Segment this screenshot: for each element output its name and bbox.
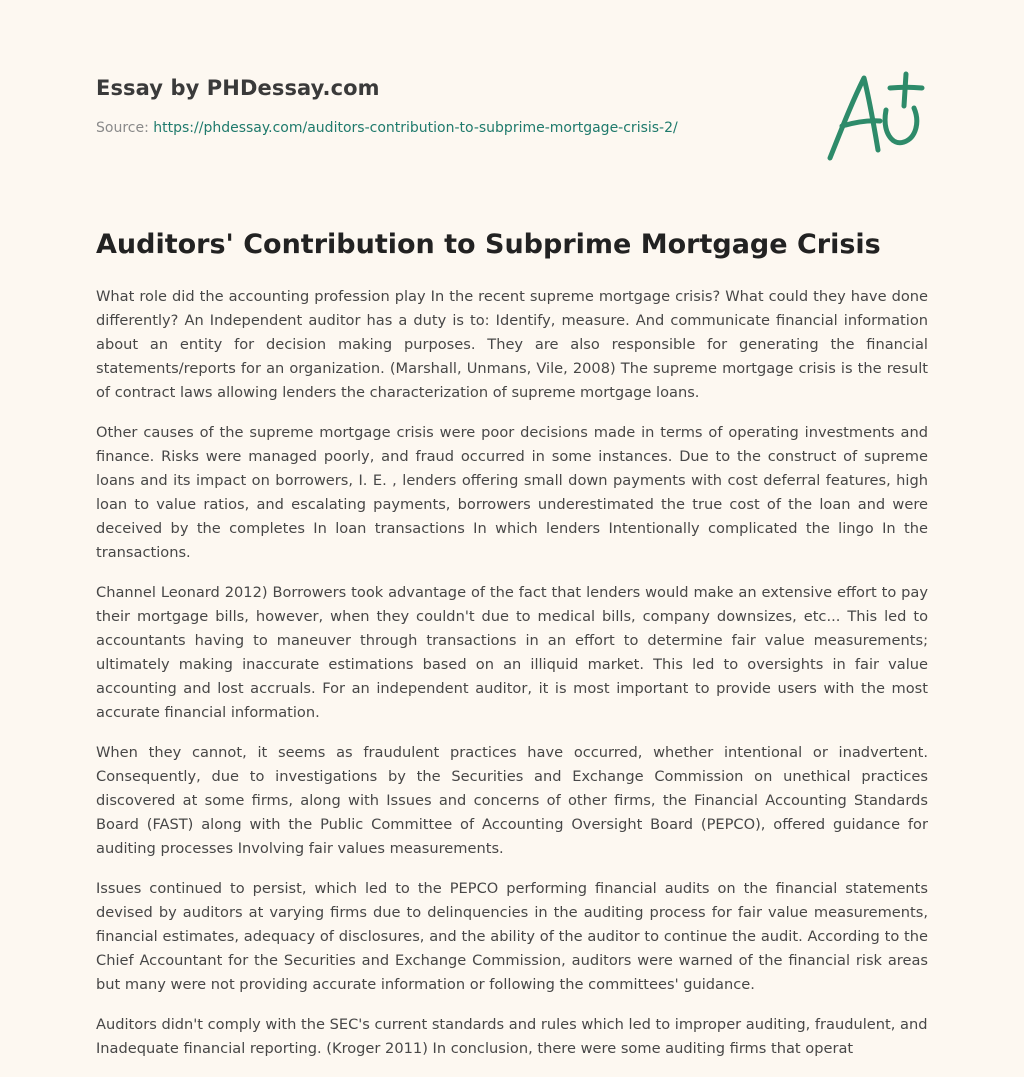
source-link[interactable]: https://phdessay.com/auditors-contribution-to-subprime-mortgage-crisis-2/ — [153, 120, 678, 136]
essay-title: Auditors' Contribution to Subprime Mortgage Crisis — [96, 229, 881, 260]
paragraph: Issues continued to persist, which led to the PEPCO performing financial audits on the financial statements devised by auditors at varying firms due to delinquencies in the auditing process for fair value measurements, financial estimates, adequacy of disclosures, and the ability of the auditor to continue the audit. According to the Chief Accountant for the Securities and Exchange Commission, auditors were warned of the financial risk areas but many were not providing accurate information or following the committees' guidance. — [96, 880, 928, 993]
paragraph: When they cannot, it seems as fraudulent practices have occurred, whether intentional or inadvertent. Consequently, due to investigations by the Securities and Exchange Commission on unethical practices discovered at some firms, along with Issues and concerns of other firms, the Financial Accounting Standards Board (FAST) along with the Public Committee of Accounting Oversight Board (PEPCO), offered guidance for auditing processes Involving fair values measurements. — [96, 744, 928, 857]
paragraph: What role did the accounting profession play In the recent supreme mortgage crisis? What could they have done differently? An Independent auditor has a duty is to: Identify, measure. And communicate financial information about an entity for decision making purposes. They are also responsible for generating the financial statements/reports for an organization. (Marshall, Unmans, Vile, 2008) The supreme mortgage crisis is the result of contract laws allowing lenders the characterization of supreme mortgage loans. — [96, 288, 928, 401]
paragraph: Auditors didn't comply with the SEC's current standards and rules which led to improper auditing, fraudulent, and Inadequate financial reporting. (Kroger 2011) In conclusion, there were some auditing firms that operat — [96, 1016, 928, 1057]
paragraph: Channel Leonard 2012) Borrowers took advantage of the fact that lenders would make an extensive effort to pay their mortgage bills, however, when they couldn't due to medical bills, company downsizes, etc... This led to accountants having to maneuver through transactions in an effort to determine fair value measurements; ultimately making inaccurate estimations based on an illiquid market. This led to oversights in fair value accounting and lost accruals. For an independent auditor, it is most important to provide users with the most accurate financial information. — [96, 584, 928, 721]
essay-body — [96, 285, 928, 1077]
source-label: Source: — [96, 120, 149, 136]
paragraph: Other causes of the supreme mortgage crisis were poor decisions made in terms of operating investments and finance. Risks were managed poorly, and fraud occurred in some instances. Due to the construct of supreme loans and its impact on borrowers, I. E. , lenders offering small down payments with cost deferral features, high loan to value ratios, and escalating payments, borrowers underestimated the true cost of the loan and were deceived by the completes In loan transactions In which lenders Intentionally complicated the lingo In the transactions. — [96, 424, 928, 561]
a-plus-logo-icon — [820, 66, 930, 166]
brand-title: Essay by PHDessay.com — [96, 76, 380, 100]
source-line — [96, 120, 796, 136]
essay-header — [96, 76, 796, 136]
